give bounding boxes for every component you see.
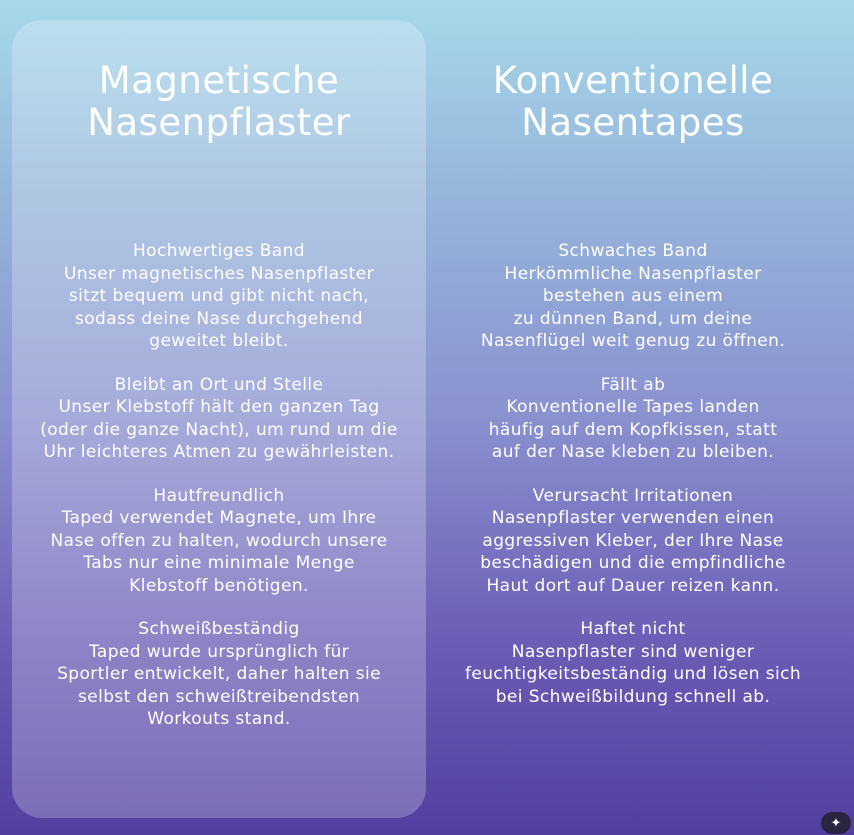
magic-wand-icon[interactable]: ✦ bbox=[821, 812, 851, 834]
feature-text: Sportler entwickelt, daher halten sie bbox=[57, 664, 381, 684]
feature-text: feuchtigkeitsbeständig und lösen sich bbox=[465, 664, 801, 684]
feature-text: selbst den schweißtreibendsten bbox=[78, 686, 360, 707]
column-conventional bbox=[423, 60, 843, 729]
feature-text: sodass deine Nase durchgehend bbox=[75, 308, 363, 329]
feature-heading: Hochwertiges Band bbox=[132, 241, 305, 261]
feature-block bbox=[423, 240, 843, 353]
feature-text: aggressiven Kleber, der Ihre Nase bbox=[482, 530, 784, 551]
feature-text: auf der Nase kleben zu bleiben. bbox=[491, 442, 775, 462]
feature-text: Unser Klebstoff hält den ganzen Tag bbox=[58, 397, 380, 417]
feature-text: Tabs nur eine minimale Menge bbox=[83, 553, 355, 573]
feature-text: Taped verwendet Magnete, um Ihre bbox=[61, 508, 377, 528]
title-line: Konventionelle bbox=[492, 59, 774, 102]
feature-text: Haut dort auf Dauer reizen kann. bbox=[486, 575, 780, 596]
feature-block bbox=[423, 374, 843, 464]
feature-block bbox=[423, 485, 843, 598]
feature-text: bei Schweißbildung schnell ab. bbox=[495, 686, 771, 707]
feature-heading: Bleibt an Ort und Stelle bbox=[114, 374, 324, 395]
feature-text: beschädigen und die empfindliche bbox=[480, 553, 786, 573]
feature-text: Nasenpflaster verwenden einen bbox=[491, 508, 775, 528]
column-magnetic bbox=[9, 60, 429, 752]
feature-text: Nasenpflaster sind weniger bbox=[511, 641, 755, 662]
title-line: Magnetische bbox=[98, 59, 340, 102]
feature-heading: Schweißbeständig bbox=[138, 619, 300, 639]
title-line: Nasenpflaster bbox=[87, 101, 351, 144]
feature-text: Uhr leichteres Atmen zu gewährleisten. bbox=[43, 442, 395, 462]
feature-text: Klebstoff benötigen. bbox=[129, 575, 309, 596]
feature-text: Herkömmliche Nasenpflaster bbox=[504, 263, 762, 284]
feature-text: Unser magnetisches Nasenpflaster bbox=[64, 263, 374, 284]
feature-heading: Schwaches Band bbox=[558, 241, 708, 261]
feature-heading: Verursacht Irritationen bbox=[532, 485, 734, 506]
feature-text: sitzt bequem und gibt nicht nach, bbox=[68, 286, 370, 306]
feature-heading: Hautfreundlich bbox=[153, 485, 285, 506]
feature-text: geweitet bleibt. bbox=[149, 331, 289, 351]
feature-text: Workouts stand. bbox=[147, 709, 291, 729]
feature-block bbox=[9, 618, 429, 731]
title-line: Nasentapes bbox=[521, 101, 745, 144]
feature-text: häufig auf dem Kopfkissen, statt bbox=[488, 419, 778, 440]
feature-block bbox=[9, 485, 429, 598]
feature-text: (oder die ganze Nacht), um rund um die bbox=[40, 419, 398, 440]
feature-text: Nase offen zu halten, wodurch unsere bbox=[50, 530, 388, 551]
column-title bbox=[423, 60, 843, 200]
feature-text: Konventionelle Tapes landen bbox=[506, 397, 760, 417]
feature-block bbox=[9, 240, 429, 353]
feature-block bbox=[9, 374, 429, 464]
feature-heading: Fällt ab bbox=[600, 374, 666, 395]
feature-text: bestehen aus einem bbox=[542, 286, 724, 306]
column-title bbox=[9, 60, 429, 200]
feature-heading: Haftet nicht bbox=[580, 619, 686, 639]
feature-text: zu dünnen Band, um deine bbox=[513, 308, 753, 329]
feature-block bbox=[423, 618, 843, 708]
feature-text: Taped wurde ursprünglich für bbox=[88, 641, 350, 662]
feature-text: Nasenflügel weit genug zu öffnen. bbox=[480, 331, 786, 351]
